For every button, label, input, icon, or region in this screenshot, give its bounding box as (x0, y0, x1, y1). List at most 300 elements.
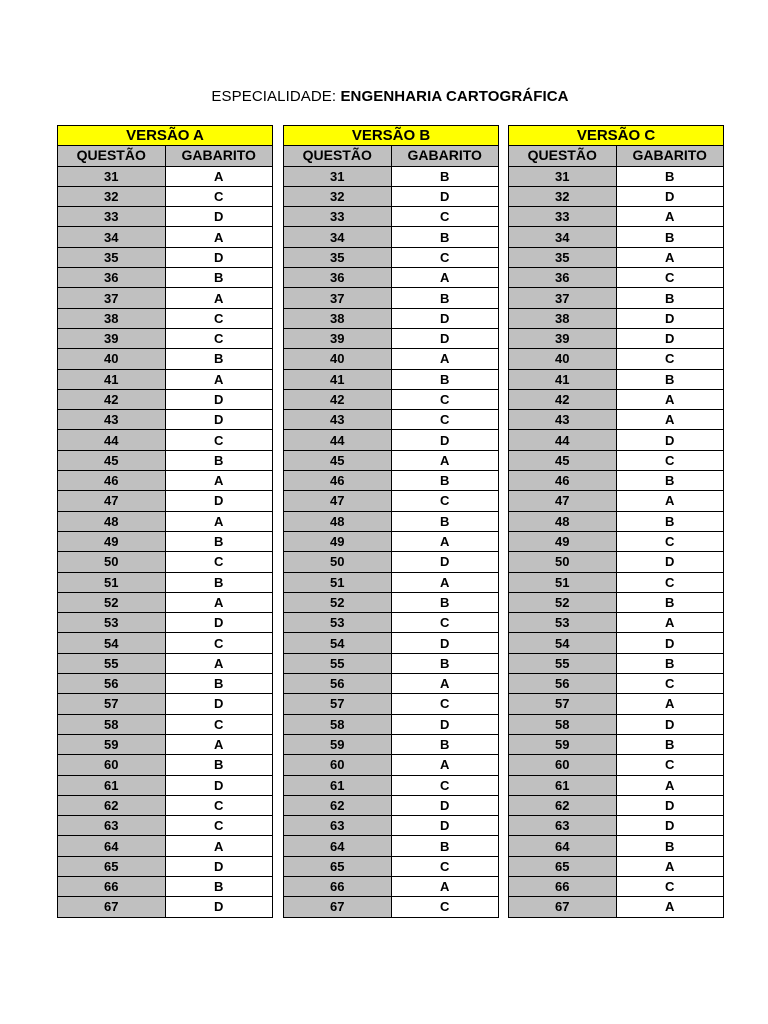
table-row (284, 755, 499, 775)
table-row (58, 795, 273, 815)
answer-key: C (391, 775, 499, 795)
answer-key: B (165, 349, 273, 369)
question-number: 56 (509, 674, 617, 694)
answer-column-header: GABARITO (165, 146, 273, 166)
table-row (284, 775, 499, 795)
answer-key: D (616, 633, 724, 653)
answer-table-version-c (508, 125, 724, 918)
table-row (509, 531, 724, 551)
question-number: 32 (58, 186, 166, 206)
answer-key: A (616, 856, 724, 876)
question-number: 63 (509, 816, 617, 836)
answer-key: A (616, 775, 724, 795)
table-row (58, 227, 273, 247)
question-number: 61 (284, 775, 392, 795)
question-number: 56 (284, 674, 392, 694)
question-number: 51 (284, 572, 392, 592)
answer-key: B (616, 166, 724, 186)
answer-key: A (165, 592, 273, 612)
question-number: 31 (58, 166, 166, 186)
question-number: 38 (284, 308, 392, 328)
table-row (509, 186, 724, 206)
table-row (509, 552, 724, 572)
table-row (58, 268, 273, 288)
question-number: 34 (509, 227, 617, 247)
question-number: 32 (509, 186, 617, 206)
question-number: 31 (284, 166, 392, 186)
table-row (58, 755, 273, 775)
question-number: 59 (284, 734, 392, 754)
table-row (58, 836, 273, 856)
table-row (284, 674, 499, 694)
table-row (284, 207, 499, 227)
answer-key: C (165, 552, 273, 572)
table-row (58, 613, 273, 633)
question-number: 42 (509, 389, 617, 409)
table-row (509, 755, 724, 775)
question-number: 40 (509, 349, 617, 369)
answer-key: D (391, 795, 499, 815)
answer-key: D (165, 247, 273, 267)
question-number: 38 (58, 308, 166, 328)
question-number: 35 (58, 247, 166, 267)
question-number: 45 (284, 450, 392, 470)
table-row (509, 694, 724, 714)
table-row (58, 694, 273, 714)
question-number: 67 (284, 897, 392, 917)
question-number: 48 (58, 511, 166, 531)
table-row (284, 531, 499, 551)
table-row (509, 836, 724, 856)
answer-key: D (391, 328, 499, 348)
question-number: 49 (284, 531, 392, 551)
answer-key: B (616, 511, 724, 531)
answer-key: B (165, 268, 273, 288)
question-number: 44 (58, 430, 166, 450)
question-number: 50 (284, 552, 392, 572)
question-number: 35 (284, 247, 392, 267)
question-number: 52 (509, 592, 617, 612)
table-row (509, 613, 724, 633)
question-number: 61 (58, 775, 166, 795)
answer-key: A (165, 734, 273, 754)
question-number: 31 (509, 166, 617, 186)
table-row (509, 653, 724, 673)
answer-key: C (616, 531, 724, 551)
answer-key: D (391, 430, 499, 450)
table-row (284, 450, 499, 470)
answer-key: C (391, 207, 499, 227)
table-row (284, 389, 499, 409)
table-row (58, 288, 273, 308)
answer-key: C (616, 349, 724, 369)
answer-key: B (165, 876, 273, 896)
answer-key: D (391, 186, 499, 206)
question-number: 35 (509, 247, 617, 267)
question-number: 66 (58, 876, 166, 896)
answer-rows (58, 166, 273, 917)
question-number: 41 (509, 369, 617, 389)
answer-key: A (165, 288, 273, 308)
table-row (284, 430, 499, 450)
answer-key: B (391, 166, 499, 186)
table-row (284, 247, 499, 267)
question-number: 33 (509, 207, 617, 227)
table-row (58, 207, 273, 227)
question-column-header: QUESTÃO (284, 146, 392, 166)
table-row (284, 369, 499, 389)
answer-key: A (616, 410, 724, 430)
table-row (284, 836, 499, 856)
question-number: 43 (284, 410, 392, 430)
answer-key: B (391, 836, 499, 856)
question-number: 46 (58, 471, 166, 491)
answer-key: C (391, 897, 499, 917)
table-row (284, 613, 499, 633)
table-row (509, 349, 724, 369)
answer-key: B (391, 471, 499, 491)
question-number: 49 (509, 531, 617, 551)
table-row (509, 491, 724, 511)
table-row (509, 511, 724, 531)
answer-key: D (616, 328, 724, 348)
answer-key: B (391, 734, 499, 754)
answer-key: A (391, 876, 499, 896)
answer-key: B (616, 734, 724, 754)
answer-key: A (616, 247, 724, 267)
question-number: 46 (284, 471, 392, 491)
answer-key: C (391, 389, 499, 409)
table-row (284, 795, 499, 815)
answer-key: B (616, 471, 724, 491)
table-row (509, 410, 724, 430)
table-row (509, 288, 724, 308)
answer-key: C (391, 613, 499, 633)
answer-key: A (616, 694, 724, 714)
question-number: 50 (509, 552, 617, 572)
answer-key: A (391, 531, 499, 551)
question-number: 58 (509, 714, 617, 734)
table-row (284, 166, 499, 186)
answer-key: D (165, 897, 273, 917)
question-number: 63 (58, 816, 166, 836)
title-specialty: ENGENHARIA CARTOGRÁFICA (340, 88, 569, 105)
table-row (509, 207, 724, 227)
question-number: 60 (58, 755, 166, 775)
question-number: 56 (58, 674, 166, 694)
question-number: 47 (58, 491, 166, 511)
answer-key: A (616, 389, 724, 409)
table-row (58, 389, 273, 409)
answer-key: B (391, 288, 499, 308)
answer-key: C (616, 755, 724, 775)
table-row (58, 511, 273, 531)
answer-key: C (165, 633, 273, 653)
answer-key: C (165, 430, 273, 450)
question-number: 33 (58, 207, 166, 227)
answer-key: A (391, 450, 499, 470)
answer-key: D (165, 207, 273, 227)
answer-key: D (165, 389, 273, 409)
answer-key: D (616, 816, 724, 836)
table-row (58, 552, 273, 572)
question-number: 44 (284, 430, 392, 450)
table-row (509, 308, 724, 328)
table-row (58, 734, 273, 754)
answer-key: C (165, 328, 273, 348)
question-number: 45 (509, 450, 617, 470)
table-row (509, 227, 724, 247)
table-row (284, 897, 499, 917)
question-number: 36 (284, 268, 392, 288)
answer-key: B (616, 288, 724, 308)
table-row (509, 471, 724, 491)
question-number: 41 (58, 369, 166, 389)
answer-column-header: GABARITO (616, 146, 724, 166)
question-number: 64 (509, 836, 617, 856)
question-number: 65 (284, 856, 392, 876)
table-row (509, 856, 724, 876)
answer-key: C (165, 308, 273, 328)
answer-key: C (391, 856, 499, 876)
answer-column-header: GABARITO (391, 146, 499, 166)
table-row (284, 511, 499, 531)
answer-key: D (391, 714, 499, 734)
table-row (284, 288, 499, 308)
answer-key: C (616, 268, 724, 288)
table-row (509, 714, 724, 734)
question-number: 57 (284, 694, 392, 714)
question-number: 37 (58, 288, 166, 308)
question-number: 37 (284, 288, 392, 308)
answer-key: C (165, 816, 273, 836)
table-row (58, 450, 273, 470)
question-number: 38 (509, 308, 617, 328)
question-number: 47 (509, 491, 617, 511)
table-row (58, 349, 273, 369)
answer-key: A (165, 227, 273, 247)
answer-key: D (165, 613, 273, 633)
answer-key: C (165, 714, 273, 734)
answer-key: D (165, 856, 273, 876)
page-title (0, 88, 768, 105)
answer-key: A (391, 268, 499, 288)
table-row (509, 166, 724, 186)
question-number: 45 (58, 450, 166, 470)
table-row (284, 227, 499, 247)
answer-key: A (391, 572, 499, 592)
answer-key: D (616, 552, 724, 572)
answer-key: A (391, 674, 499, 694)
table-row (509, 592, 724, 612)
table-row (284, 328, 499, 348)
question-number: 64 (58, 836, 166, 856)
table-row (284, 268, 499, 288)
table-row (509, 734, 724, 754)
answer-key: A (616, 613, 724, 633)
answer-key: A (165, 653, 273, 673)
question-number: 42 (58, 389, 166, 409)
question-number: 59 (509, 734, 617, 754)
question-number: 55 (58, 653, 166, 673)
question-number: 46 (509, 471, 617, 491)
answer-key: A (616, 491, 724, 511)
answer-key: C (616, 450, 724, 470)
question-number: 51 (58, 572, 166, 592)
table-row (58, 572, 273, 592)
table-row (284, 714, 499, 734)
question-number: 44 (509, 430, 617, 450)
question-number: 51 (509, 572, 617, 592)
answer-table-version-b (283, 125, 499, 918)
table-row (509, 897, 724, 917)
answer-key: B (616, 227, 724, 247)
table-row (58, 633, 273, 653)
answer-key: D (165, 775, 273, 795)
table-row (509, 450, 724, 470)
question-number: 54 (58, 633, 166, 653)
answer-key: B (391, 653, 499, 673)
question-number: 67 (58, 897, 166, 917)
table-row (58, 653, 273, 673)
question-number: 54 (284, 633, 392, 653)
question-number: 60 (284, 755, 392, 775)
table-row (509, 430, 724, 450)
question-number: 64 (284, 836, 392, 856)
answer-key: A (165, 369, 273, 389)
question-number: 39 (509, 328, 617, 348)
table-row (58, 247, 273, 267)
answer-key: B (165, 674, 273, 694)
answer-key: A (165, 836, 273, 856)
table-row (58, 592, 273, 612)
answer-key: B (616, 369, 724, 389)
table-row (284, 410, 499, 430)
answer-key: B (616, 836, 724, 856)
answer-key: C (165, 186, 273, 206)
table-row (58, 186, 273, 206)
question-number: 43 (58, 410, 166, 430)
answer-key: C (616, 572, 724, 592)
question-number: 48 (284, 511, 392, 531)
table-row (284, 308, 499, 328)
answer-key: A (165, 471, 273, 491)
table-row (58, 166, 273, 186)
answer-key: D (165, 410, 273, 430)
question-number: 65 (509, 856, 617, 876)
title-prefix: ESPECIALIDADE: (211, 88, 341, 105)
question-number: 62 (284, 795, 392, 815)
table-row (58, 369, 273, 389)
answer-key: A (616, 897, 724, 917)
question-number: 65 (58, 856, 166, 876)
question-number: 33 (284, 207, 392, 227)
table-row (509, 775, 724, 795)
table-row (58, 308, 273, 328)
table-row (58, 430, 273, 450)
answer-key: B (165, 450, 273, 470)
question-number: 57 (58, 694, 166, 714)
question-column-header: QUESTÃO (58, 146, 166, 166)
question-number: 41 (284, 369, 392, 389)
table-row (509, 816, 724, 836)
table-row (58, 328, 273, 348)
answer-key: D (165, 694, 273, 714)
table-row (284, 471, 499, 491)
table-row (284, 694, 499, 714)
question-number: 32 (284, 186, 392, 206)
table-row (58, 816, 273, 836)
table-row (284, 816, 499, 836)
answer-key: C (616, 876, 724, 896)
question-number: 36 (509, 268, 617, 288)
answer-key: D (616, 795, 724, 815)
question-number: 50 (58, 552, 166, 572)
answer-key: D (616, 186, 724, 206)
answer-key: D (165, 491, 273, 511)
question-number: 54 (509, 633, 617, 653)
table-row (284, 633, 499, 653)
answer-key: A (616, 207, 724, 227)
question-number: 34 (58, 227, 166, 247)
question-number: 63 (284, 816, 392, 836)
answer-key: C (165, 795, 273, 815)
table-row (509, 369, 724, 389)
question-number: 39 (284, 328, 392, 348)
answer-key: D (616, 430, 724, 450)
table-row (284, 349, 499, 369)
question-number: 62 (509, 795, 617, 815)
table-row (58, 471, 273, 491)
answer-key: A (391, 349, 499, 369)
table-row (509, 876, 724, 896)
table-row (284, 552, 499, 572)
question-number: 43 (509, 410, 617, 430)
version-header: VERSÃO B (284, 126, 499, 146)
table-row (284, 734, 499, 754)
question-number: 59 (58, 734, 166, 754)
question-number: 42 (284, 389, 392, 409)
table-row (284, 186, 499, 206)
question-number: 47 (284, 491, 392, 511)
answer-rows (509, 166, 724, 917)
table-row (58, 876, 273, 896)
answer-key: B (391, 511, 499, 531)
question-number: 39 (58, 328, 166, 348)
table-row (509, 674, 724, 694)
question-number: 55 (509, 653, 617, 673)
table-row (509, 328, 724, 348)
table-row (58, 410, 273, 430)
table-row (58, 531, 273, 551)
answer-key: D (391, 633, 499, 653)
table-row (509, 633, 724, 653)
table-row (58, 897, 273, 917)
answer-table-version-a (57, 125, 273, 918)
question-number: 53 (58, 613, 166, 633)
answer-key: D (616, 308, 724, 328)
answer-rows (284, 166, 499, 917)
question-number: 52 (284, 592, 392, 612)
answer-key: B (165, 572, 273, 592)
question-column-header: QUESTÃO (509, 146, 617, 166)
answer-key: A (391, 755, 499, 775)
answer-key: B (391, 227, 499, 247)
answer-key: D (391, 308, 499, 328)
question-number: 66 (284, 876, 392, 896)
table-row (509, 572, 724, 592)
question-number: 55 (284, 653, 392, 673)
